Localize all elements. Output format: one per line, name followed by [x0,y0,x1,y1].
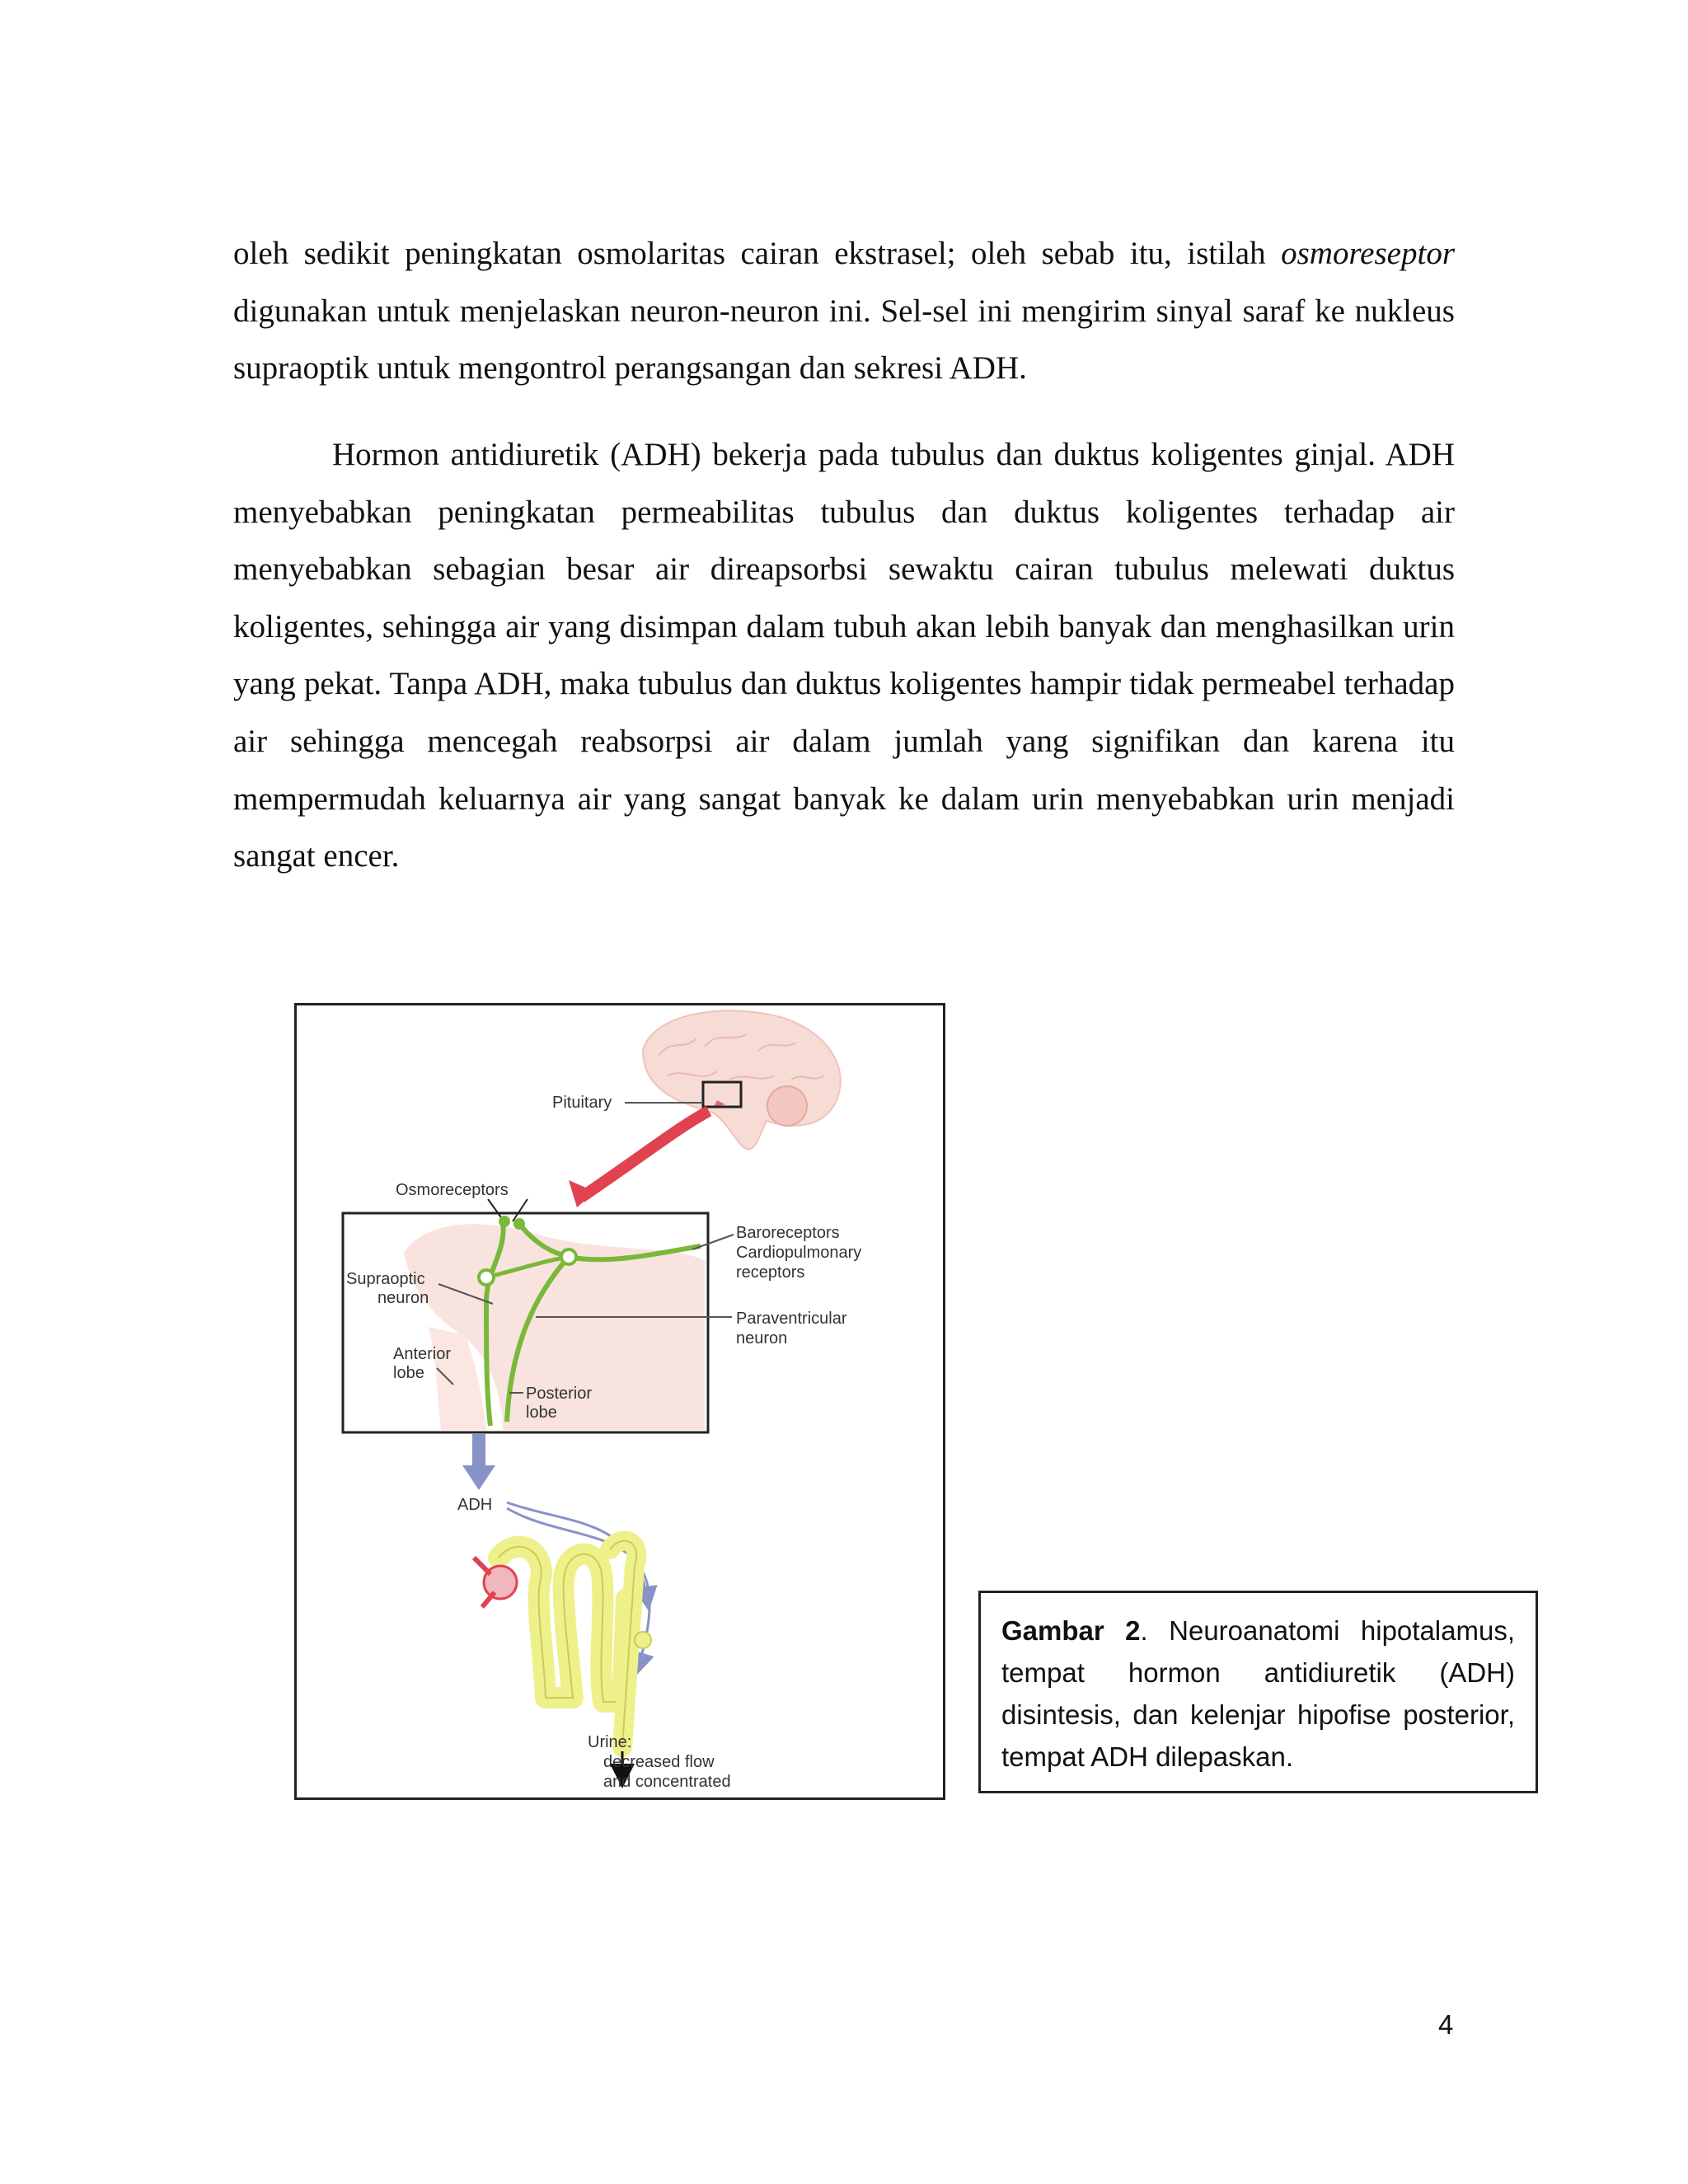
label-receptors: receptors [736,1263,805,1282]
label-urine: Urine: [588,1733,632,1751]
label-paraventricular: Paraventricular [736,1310,847,1328]
label-anterior-lobe: lobe [393,1364,424,1382]
label-supraoptic: Supraoptic [346,1270,425,1288]
label-posterior: Posterior [526,1385,593,1403]
paragraph-1-emphasis: osmoreseptor [1281,236,1455,271]
label-cardiopulmonary: Cardiopulmonary [736,1244,862,1262]
figure-diagram [294,1003,945,1800]
paragraph-1-text-b: digunakan untuk menjelaskan neuron-neuron ini. Sel-sel ini mengirim sinyal saraf ke nukleus supraoptik untuk mengontrol perangsangan dan sekresi ADH. [233,293,1455,387]
label-baroreceptors: Baroreceptors [736,1224,840,1242]
label-supraoptic-neuron: neuron [377,1289,429,1307]
label-anterior: Anterior [393,1345,452,1363]
nephron-illustration [474,1541,651,1747]
caption-label: Gambar 2 [1001,1615,1141,1646]
label-adh: ADH [457,1496,493,1514]
paragraph-1-text-a: oleh sedikit peningkatan osmolaritas cairan ekstrasel; oleh sebab itu, istilah [233,236,1282,271]
red-arrow [581,1111,709,1197]
label-urine-line-3: and concentrated [603,1773,731,1791]
adh-diagram-illustration [297,1005,945,1800]
label-paraventricular-neuron: neuron [736,1329,788,1347]
label-pituitary: Pituitary [552,1094,612,1112]
blue-arrow [472,1434,485,1467]
figure-caption [978,1591,1538,1793]
label-posterior-lobe: lobe [526,1404,557,1422]
label-osmoreceptors: Osmoreceptors [396,1181,509,1199]
page-number: 4 [1438,2009,1454,2040]
body-paragraph-1 [233,225,1455,397]
label-urine-line-2: decreased flow [603,1753,715,1771]
caption-text: . Neuroanatomi hipotalamus, tempat hormon antidiuretik (ADH) disintesis, dan kelenjar hipofise posterior, tempat ADH dilepaskan. [1001,1615,1515,1772]
body-paragraph-2: Hormon antidiuretik (ADH) bekerja pada tubulus dan duktus koligentes ginjal. ADH menyebabkan peningkatan permeabilitas tubulus dan duktus koligentes terhadap air menyebabkan sebagian besar air direapsorbsi sewaktu cairan tubulus melewati duktus koligentes, sehingga air yang disimpan dalam tubuh akan lebih banyak dan menghasilkan urin yang pekat. Tanpa ADH, maka tubulus dan duktus koligentes hampir tidak permeabel terhadap air sehingga mencegah reabsorpsi air dalam jumlah yang signifikan dan karena itu mempermudah keluarnya air yang sangat banyak ke dalam urin menyebabkan urin menjadi sangat encer. [233,437,1455,874]
